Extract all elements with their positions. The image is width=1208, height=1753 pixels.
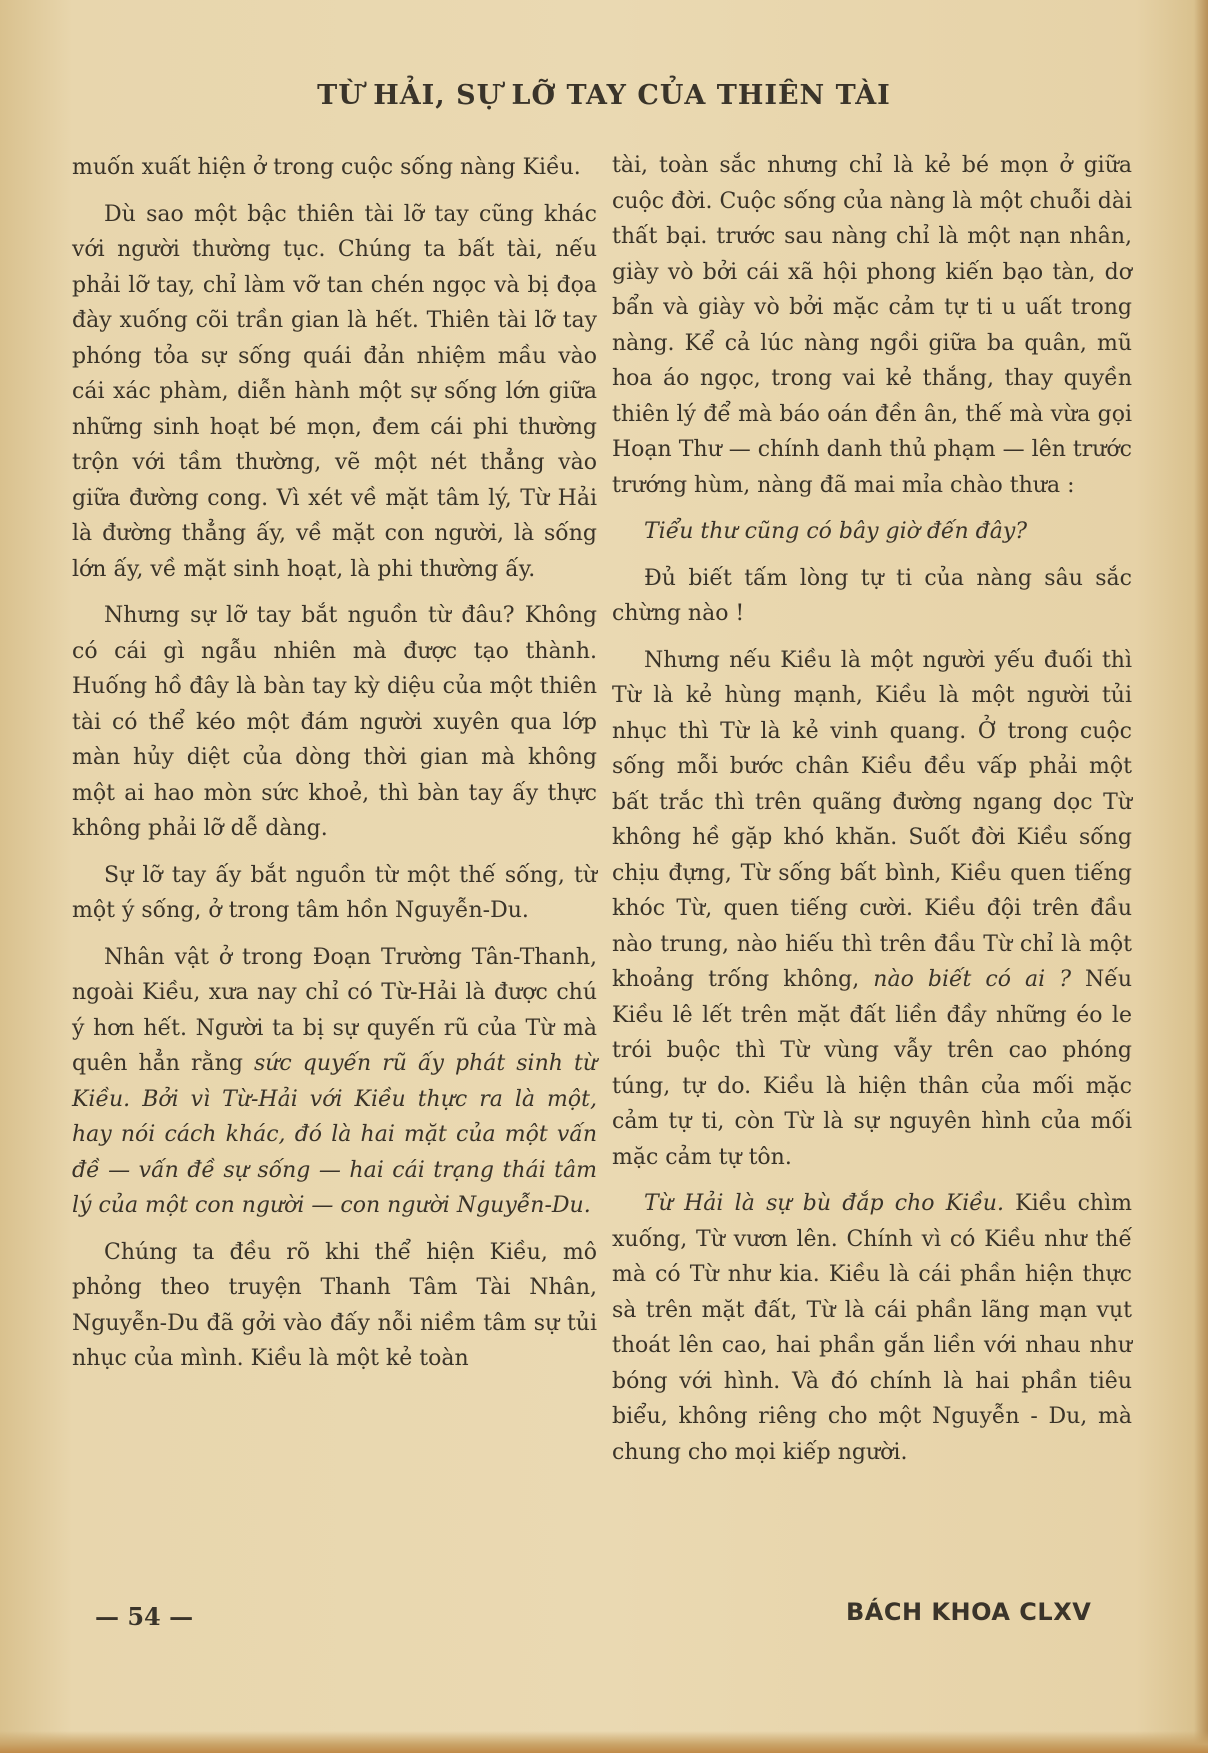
verse-quote: Tiểu thư cũng có bây giờ đến đây? — [644, 519, 1028, 544]
paragraph: Đủ biết tấm lòng tự ti của nàng sâu sắc chừng nào ! — [612, 565, 1132, 626]
paragraph: muốn xuất hiện ở trong cuộc sống nàng Kiều. — [72, 155, 581, 180]
paragraph: Chúng ta đều rõ khi thể hiện Kiều, mô phỏng theo truyện Thanh Tâm Tài Nhân, Nguyễn-Du đã gởi vào đấy nỗi niềm tâm sự tủi nhục của mình. Kiều là một kẻ toàn — [72, 1239, 597, 1371]
paragraph: Nhưng sự lỡ tay bắt nguồn từ đâu? Không có cái gì ngẫu nhiên mà được tạo thành. Huống hồ đây là bàn tay kỳ diệu của một thiên tài có thể kéo một đám người xuyên qua lớp màn hủy diệt của dòng thời gian mà không một ai hao mòn sức khoẻ, thì bàn tay ấy thực không phải lỡ dễ dàng. — [72, 603, 597, 841]
running-head: TỪ HẢI, SỰ LỠ TAY CỦA THIÊN TÀI — [317, 80, 891, 111]
right-column — [612, 148, 1132, 1481]
paragraph: tài, toàn sắc nhưng chỉ là kẻ bé mọn ở giữa cuộc đời. Cuộc sống của nàng là một chuỗi dài thất bại. trước sau nàng chỉ là một nạn nhân, giày vò bởi cái xã hội phong kiến bạo tàn, dơ bẩn và giày vò bởi mặc cảm tự ti u uất trong nàng. Kể cả lúc nàng ngồi giữa ba quân, mũ hoa áo ngọc, trong vai kẻ thắng, thay quyền thiên lý để mà báo oán đền ân, thế mà vừa gọi Hoạn Thư — chính danh thủ phạm — lên trước trướng hùm, nàng đã mai mỉa chào thưa : — [612, 153, 1132, 498]
paragraph — [72, 940, 597, 1224]
left-column — [72, 150, 597, 1388]
paragraph-text: Nếu Kiều lê lết trên mặt đất liền đầy những éo le trói buộc thì Từ vùng vẫy trên cao phóng túng, tự do. Kiều là hiện thân của mối mặc cảm tự ti, còn Từ là sự nguyên hình của mối mặc cảm tự tôn. — [612, 967, 1132, 1170]
paragraph-text: Kiều chìm xuống, Từ vươn lên. Chính vì có Kiều như thế mà có Từ như kia. Kiều là cái phần hiện thực sà trên mặt đất, Từ là cái phần lãng mạn vụt thoát lên cao, hai phần gắn liền với nhau như bóng với hình. Và đó chính là hai phần tiêu biểu, không riêng cho một Nguyễn - Du, mà chung cho mọi kiếp người. — [612, 1191, 1132, 1465]
emphasis-text: sức quyến rũ ấy phát sinh từ Kiều. Bởi vì Từ-Hải với Kiều thực ra là một, hay nói cách khác, đó là hai mặt của một vấn đề — vấn đề sự sống — hai cái trạng thái tâm lý của một con người — con người Nguyễn-Du. — [72, 1051, 597, 1218]
page-bottom-edge — [0, 1731, 1208, 1753]
paragraph-text: Nhân vật ở trong Đoạn Trường Tân-Thanh, ngoài Kiều, xưa nay chỉ có Từ-Hải là được chú ý hơn hết. Người ta bị sự quyến rũ của Từ mà quên hẳn rằng — [72, 944, 597, 1076]
page-edge-shadow — [1194, 0, 1208, 1753]
paragraph — [612, 1186, 1132, 1470]
paragraph: Dù sao một bậc thiên tài lỡ tay cũng khác với người thường tục. Chúng ta bất tài, nếu phải lỡ tay, chỉ làm vỡ tan chén ngọc và bị đọa đày xuống cõi trần gian là hết. Thiên tài lỡ tay phóng tỏa sự sống quái đản nhiệm mầu vào cái xác phàm, diễn hành một sự sống lớn giữa những sinh hoạt bé mọn, đem cái phi thường trộn với tầm thường, vẽ một nét thẳng vào giữa đường cong. Vì xét về mặt tâm lý, Từ Hải là đường thẳng ấy, về mặt con người, là sống lớn ấy, về mặt sinh hoạt, là phi thường ấy. — [72, 201, 597, 582]
paragraph-text: Nhưng nếu Kiều là một người yếu đuối thì Từ là kẻ hùng mạnh, Kiều là một người tủi nhục thì Từ là kẻ vinh quang. Ở trong cuộc sống mỗi bước chân Kiều đều vấp phải một bất trắc thì trên quãng đường ngang dọc Từ không hề gặp khó khăn. Suốt đời Kiều sống chịu đựng, Từ sống bất bình, Kiều quen tiếng khóc Từ, quen tiếng cười. Kiều đội trên đầu nào trung, nào hiếu thì trên đầu Từ chỉ là một khoảng trống không, — [612, 647, 1132, 992]
emphasis-text: Từ Hải là sự bù đắp cho Kiều. — [644, 1191, 1004, 1216]
paragraph — [612, 643, 1132, 1176]
journal-footer: BÁCH KHOA CLXV — [846, 1598, 1092, 1626]
paragraph: Sự lỡ tay ấy bắt nguồn từ một thế sống, từ một ý sống, ở trong tâm hồn Nguyễn-Du. — [72, 862, 597, 923]
page-number: — 54 — — [95, 1602, 194, 1631]
emphasis-text: nào biết có ai ? — [873, 967, 1071, 992]
